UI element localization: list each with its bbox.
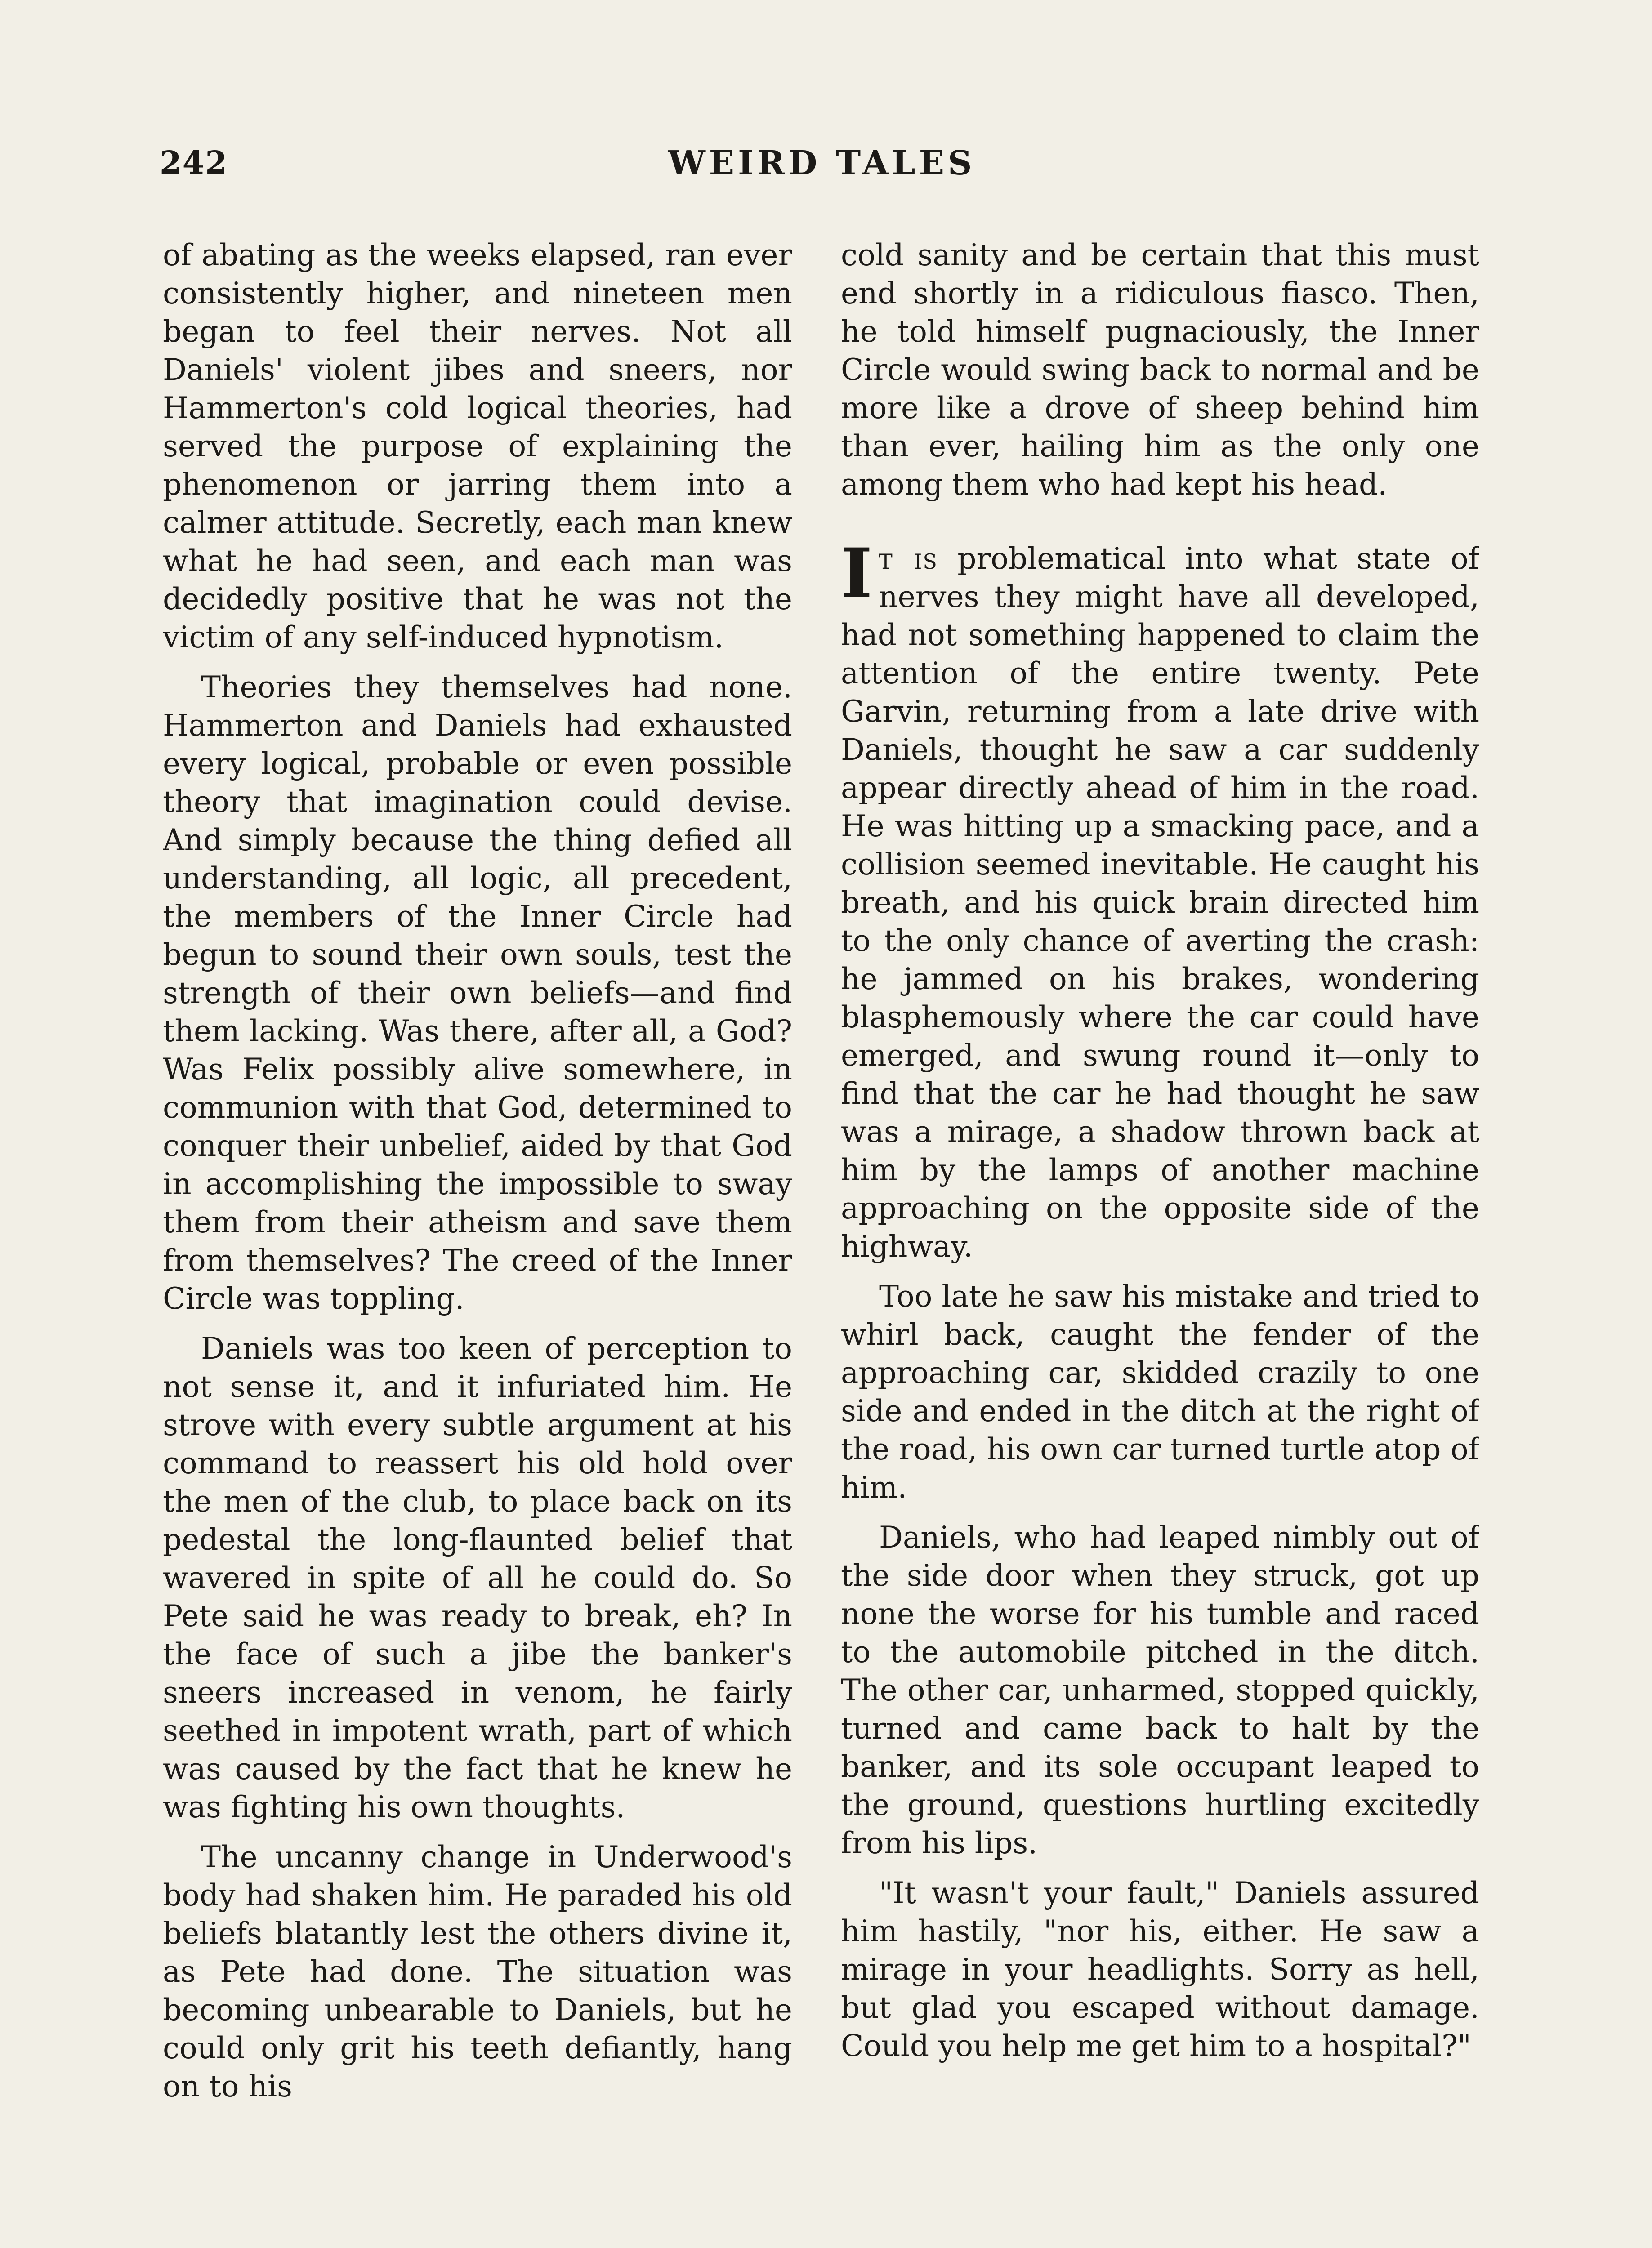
running-title: WEIRD TALES: [668, 144, 976, 183]
section-opening-text: problematical into what state of nerves they might have all developed, had not something happened to claim the attention of the entire twenty. Pete Garvin, returning from a late drive with Daniels, thought he saw a car suddenly appear directly ahead of him in the road. He was hitting up a smacking pace, and a collision seemed inevitable. He caught his breath, and his quick brain directed him to the only chance of averting the crash: he jammed on his brakes, wondering blasphemously where the car could have emerged, and swung round it—only to find that the car he had thought he saw was a mirage, a shadow thrown back at him by the lamps of another machine approaching on the opposite side of the highway.: [841, 541, 1479, 1264]
left-column: [163, 236, 792, 2248]
page-header: [160, 135, 1484, 202]
paragraph: Too late he saw his mistake and tried to whirl back, caught the fender of the approaching car, skidded crazily to one side and ended in the ditch at the right of the road, his own car turned turtle atop of him.: [841, 1279, 1479, 1505]
paragraph: "It wasn't your fault," Daniels assured him hastily, "nor his, either. He saw a mirage in your headlights. Sorry as hell, but glad you escaped without damage. Could you help me get him to a hospital?": [841, 1876, 1479, 2063]
small-caps-lead: t is: [879, 541, 938, 576]
paragraph: Daniels, who had leaped nimbly out of the side door when they struck, got up none the worse for his tumble and raced to the automobile pitched in the ditch. The other car, unharmed, stopped quickly, turned and came back to halt by the banker, and its sole occupant leaped to the ground, questions hurtling excitedly from his lips.: [841, 1520, 1479, 1860]
paragraph: of abating as the weeks elapsed, ran ever consistently higher, and nineteen men began to feel their nerves. Not all Daniels' violent jibes and sneers, nor Hammerton's cold logical theories, had served the purpose of explaining the phenomenon or jarring them into a calmer attitude. Secretly, each man knew what he had seen, and each man was decidedly positive that he was not the victim of any self-induced hypnotism.: [163, 238, 792, 655]
right-column: [841, 236, 1479, 2248]
paragraph: Theories they themselves had none. Hammerton and Daniels had exhausted every logical, probable or even possible theory that imagination could devise. And simply because the thing defied all understanding, all logic, all precedent, the members of the Inner Circle had begun to sound their own souls, test the strength of their own beliefs—and find them lacking. Was there, after all, a God? Was Felix possibly alive somewhere, in communion with that God, determined to conquer their unbelief, aided by that God in accomplishing the impossible to sway them from their atheism and save them from themselves? The creed of the Inner Circle was toppling.: [163, 670, 792, 1316]
section-opening-paragraph: [841, 534, 1479, 1266]
page-number: 242: [160, 144, 228, 181]
paragraph: cold sanity and be certain that this must end shortly in a ridiculous fiasco. Then, he told himself pugnaciously, the Inner Circle would swing back to normal and be more like a drove of sheep behind him than ever, hailing him as the only one among them who had kept his head.: [841, 238, 1479, 502]
drop-cap: I: [841, 534, 873, 613]
paragraph: The uncanny change in Underwood's body had shaken him. He paraded his old beliefs blatantly lest the others divine it, as Pete had done. The situation was becoming unbearable to Daniels, but he could only grit his teeth defiantly, hang on to his: [163, 1840, 792, 2104]
paragraph: Daniels was too keen of perception to not sense it, and it infuriated him. He strove with every subtle argument at his command to reassert his old hold over the men of the club, to place back on its pedestal the long-flaunted belief that wavered in spite of all he could do. So Pete said he was ready to break, eh? In the face of such a jibe the banker's sneers increased in venom, he fairly seethed in impotent wrath, part of which was caused by the fact that he knew he was fighting his own thoughts.: [163, 1331, 792, 1824]
